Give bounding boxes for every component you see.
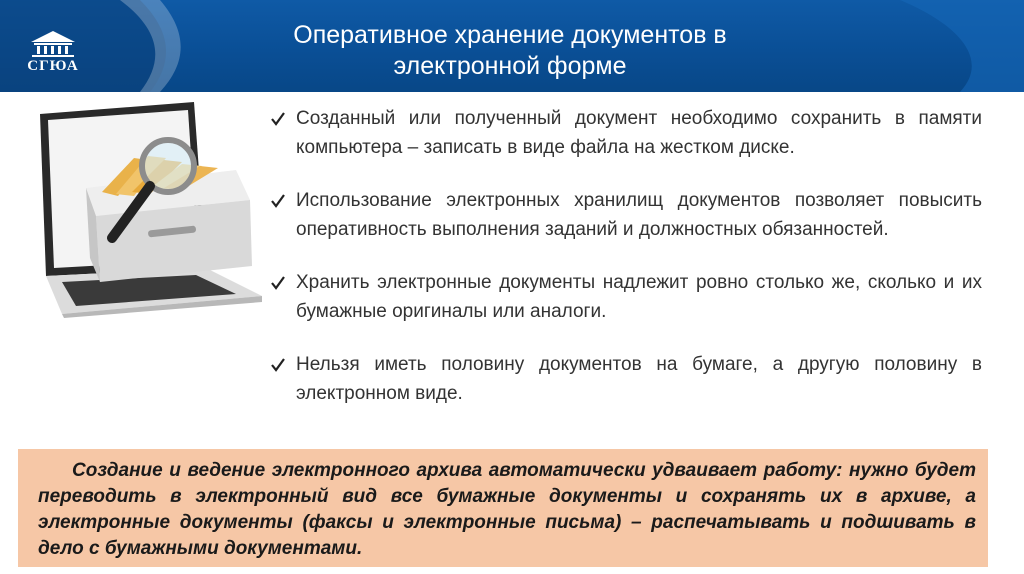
bullet-list <box>268 104 982 408</box>
list-item <box>268 104 982 162</box>
checkmark-icon <box>270 275 286 291</box>
list-item-text: Нельзя иметь половину документов на бумаге, а другую половину в электронном виде. <box>296 354 982 404</box>
page-title <box>240 20 780 82</box>
list-item <box>268 268 982 326</box>
checkmark-icon <box>270 193 286 209</box>
callout-box <box>18 449 988 567</box>
header-bar <box>0 0 1024 92</box>
laptop-file-drawer-magnifier-icon <box>36 100 264 320</box>
list-item-text: Созданный или полученный документ необходимо сохранить в памяти компьютера – записать в виде файла на жестком диске. <box>296 108 982 158</box>
checkmark-icon <box>270 111 286 127</box>
callout-text: Создание и ведение электронного архива автоматически удваивает работу: нужно будет переводить в электронный вид все бумажные документы и сохранять их в архиве, а электронные документы (факсы и электронные письма) – распечатывать и подшивать в дело с бумажными документами. <box>38 460 976 559</box>
logo-text: СГЮА <box>27 58 79 74</box>
page-title-line-1: Оперативное хранение документов в <box>293 21 727 49</box>
logo <box>18 28 88 80</box>
checkmark-icon <box>270 357 286 373</box>
list-item-text: Использование электронных хранилищ документов позволяет повысить оперативность выполнения заданий и должностных обязанностей. <box>296 190 982 240</box>
page-title-line-2: электронной форме <box>393 52 627 80</box>
courthouse-icon <box>18 28 88 58</box>
list-item-text: Хранить электронные документы надлежит ровно столько же, сколько и их бумажные оригиналы или аналоги. <box>296 272 982 322</box>
list-item <box>268 350 982 408</box>
list-item <box>268 186 982 244</box>
